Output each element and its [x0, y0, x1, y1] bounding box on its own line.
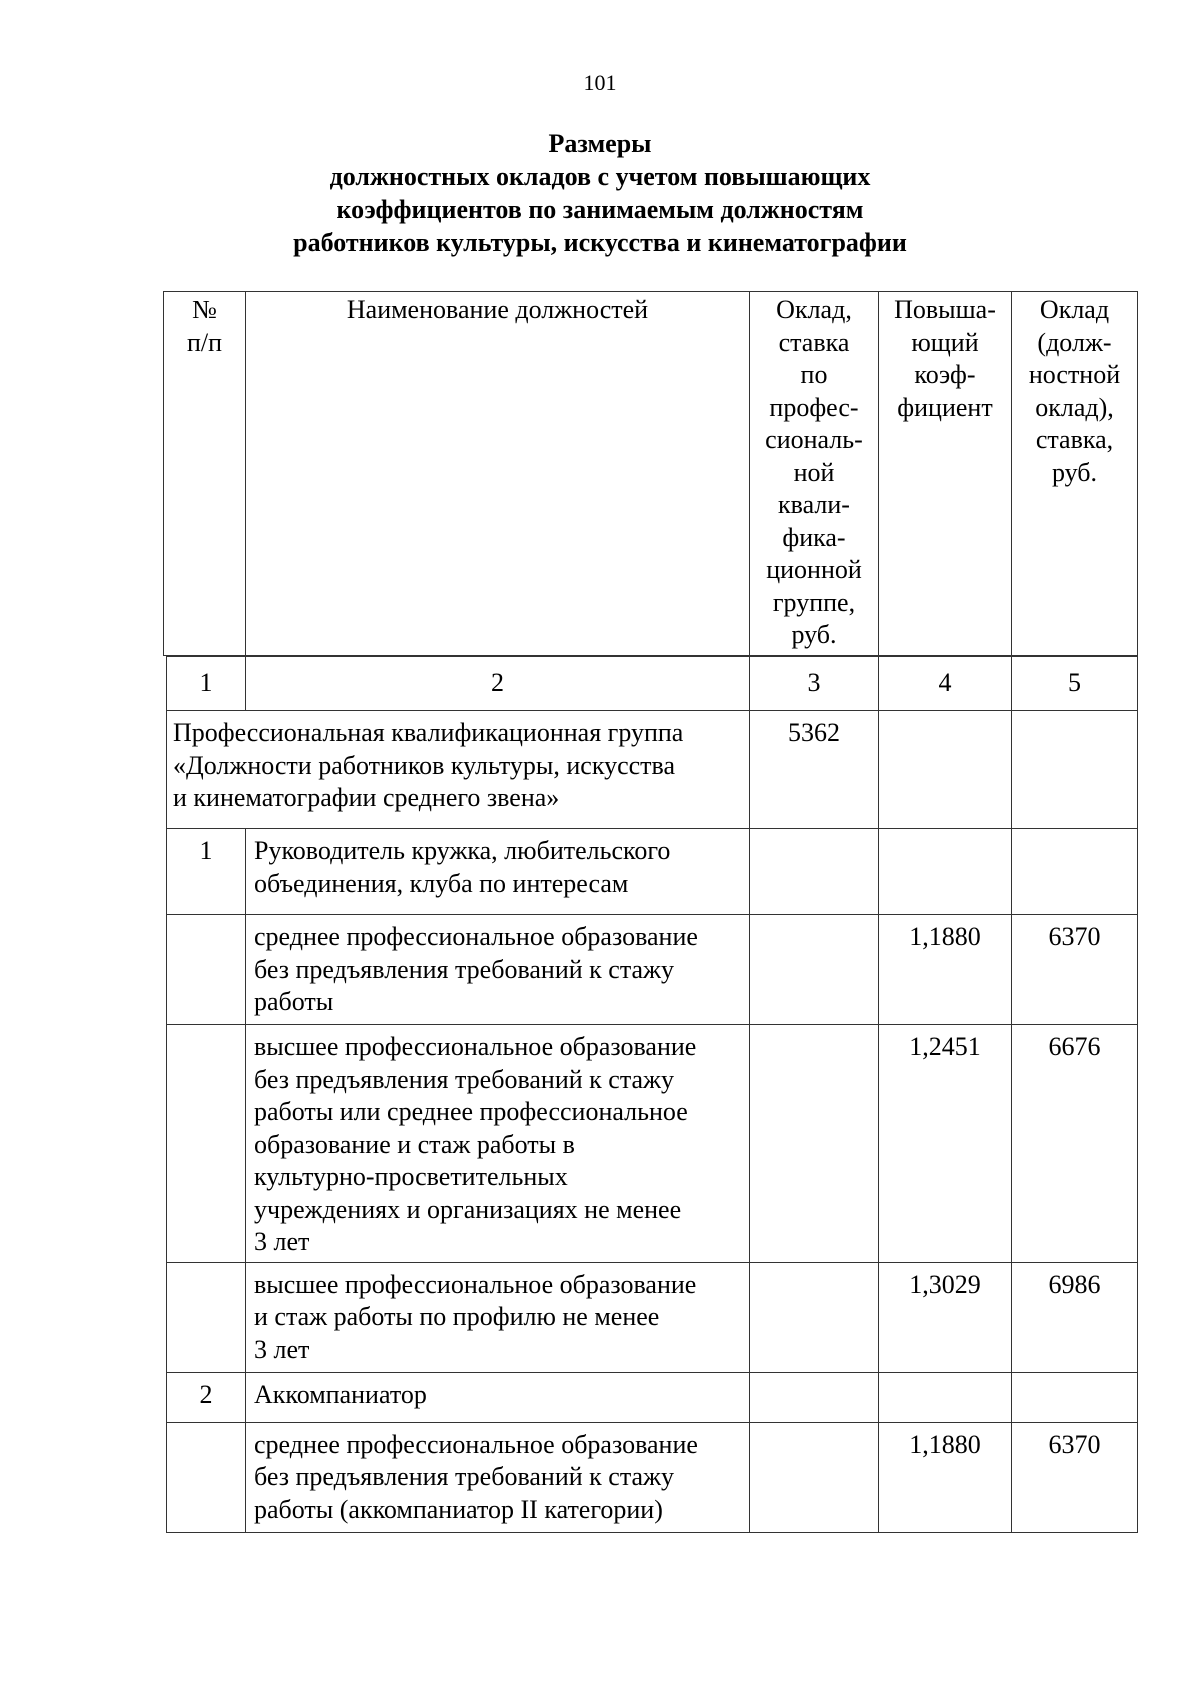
salary-value: 6986 [1012, 1262, 1138, 1372]
page-number: 101 [583, 70, 617, 95]
header-line: Повыша- [894, 295, 996, 324]
empty-cell [750, 1422, 879, 1532]
position-name [246, 1372, 750, 1422]
document-title [0, 127, 1200, 259]
column-number: 1 [167, 657, 246, 711]
row-number: 2 [167, 1372, 246, 1422]
group-base-salary: 5362 [750, 711, 879, 829]
header-line: квали- [778, 490, 850, 519]
header-line: сиональ- [765, 425, 863, 454]
position-line: без предъявления требований к стажу [254, 1462, 675, 1491]
position-line: 3 лет [254, 1227, 310, 1256]
position-name [246, 915, 750, 1025]
header-line: фика- [782, 522, 846, 552]
header-line: группе, [772, 587, 856, 617]
row-number: 1 [167, 829, 246, 915]
row-number [167, 1025, 246, 1263]
header-line: руб. [791, 620, 837, 649]
position-name [246, 1025, 750, 1263]
header-final-salary-cell [1012, 292, 1138, 656]
position-name [246, 829, 750, 915]
position-line: Аккомпаниатор [254, 1379, 427, 1409]
position-line: образование и стаж работы в [254, 1129, 575, 1159]
header-line: Оклад [1039, 295, 1110, 324]
column-number-row [167, 657, 1138, 711]
position-line: высшее профессиональное образование [254, 1032, 697, 1061]
header-line: фициент [897, 392, 993, 422]
column-number: 4 [879, 657, 1012, 711]
header-line: руб. [1051, 457, 1098, 487]
empty-cell [750, 1262, 879, 1372]
position-line: работы или среднее профессиональное [254, 1097, 688, 1126]
header-line: ной [793, 457, 835, 487]
coefficient-value: 1,3029 [879, 1262, 1012, 1372]
empty-cell [750, 915, 879, 1025]
position-line: работы [254, 987, 334, 1016]
table-row [167, 915, 1138, 1025]
salary-value: 6370 [1012, 1422, 1138, 1532]
header-coefficient-cell [879, 292, 1012, 656]
title-line: Размеры [548, 129, 652, 158]
row-number [167, 1422, 246, 1532]
row-number [167, 915, 246, 1025]
table-row [167, 829, 1138, 915]
position-line: Руководитель кружка, любительского [254, 836, 671, 865]
row-number [167, 1262, 246, 1372]
position-line: объединения, клуба по интересам [254, 868, 629, 898]
salary-value: 6370 [1012, 915, 1138, 1025]
header-line: ставка, [1035, 425, 1114, 454]
column-number: 5 [1012, 657, 1138, 711]
position-line: среднее профессиональное образование [254, 922, 698, 951]
table-row [167, 1422, 1138, 1532]
header-line: ставка [778, 327, 850, 357]
salary-value: 6676 [1012, 1025, 1138, 1263]
empty-cell [750, 1372, 879, 1422]
header-line: оклад), [1035, 392, 1114, 422]
header-line: коэф- [914, 360, 976, 389]
position-line: и стаж работы по профилю не менее [254, 1302, 660, 1331]
header-name-cell: Наименование должностей [246, 292, 750, 656]
header-line: ющий [911, 327, 979, 357]
coefficient-value: 1,2451 [879, 1025, 1012, 1263]
header-num-cell: № п/п [164, 292, 246, 656]
title-line: работников культуры, искусства и кинематографии [293, 228, 907, 257]
position-line: культурно-просветительных [254, 1162, 568, 1191]
group-row [167, 711, 1138, 829]
position-line: высшее профессиональное образование [254, 1269, 697, 1299]
position-line: учреждениях и организациях не менее [254, 1194, 682, 1224]
empty-cell [750, 829, 879, 915]
position-name [246, 1262, 750, 1372]
header-base-salary-cell [750, 292, 879, 656]
salary-value [1012, 1372, 1138, 1422]
header-line: ционной [766, 555, 862, 584]
position-line: 3 лет [254, 1334, 310, 1364]
position-line: без предъявления требований к стажу [254, 954, 675, 984]
table-row [167, 1372, 1138, 1422]
empty-cell [879, 711, 1012, 829]
coefficient-value [879, 829, 1012, 915]
coefficient-value: 1,1880 [879, 915, 1012, 1025]
header-line: профес- [769, 392, 859, 422]
salary-table [166, 656, 1138, 1533]
title-line: должностных окладов с учетом повышающих [329, 162, 871, 191]
empty-cell [1012, 711, 1138, 829]
position-name [246, 1422, 750, 1532]
header-line: Оклад, [776, 295, 852, 324]
header-line: ностной [1028, 360, 1121, 389]
column-number: 3 [750, 657, 879, 711]
group-title-cell: Профессиональная квалификационная группа «Должности работников культуры, искусства и кинематографии среднего звена» [167, 711, 750, 829]
salary-value [1012, 829, 1138, 915]
column-number: 2 [246, 657, 750, 711]
title-line: коэффициентов по занимаемым должностям [336, 195, 864, 224]
table-header [163, 291, 1138, 656]
table-row [167, 1025, 1138, 1263]
empty-cell [750, 1025, 879, 1263]
header-line: по [800, 360, 828, 389]
table-row [167, 1262, 1138, 1372]
coefficient-value [879, 1372, 1012, 1422]
position-line: работы (аккомпаниатор II категории) [254, 1494, 663, 1524]
header-line: (долж- [1037, 327, 1112, 357]
position-line: среднее профессиональное образование [254, 1429, 698, 1459]
position-line: без предъявления требований к стажу [254, 1064, 675, 1094]
coefficient-value: 1,1880 [879, 1422, 1012, 1532]
